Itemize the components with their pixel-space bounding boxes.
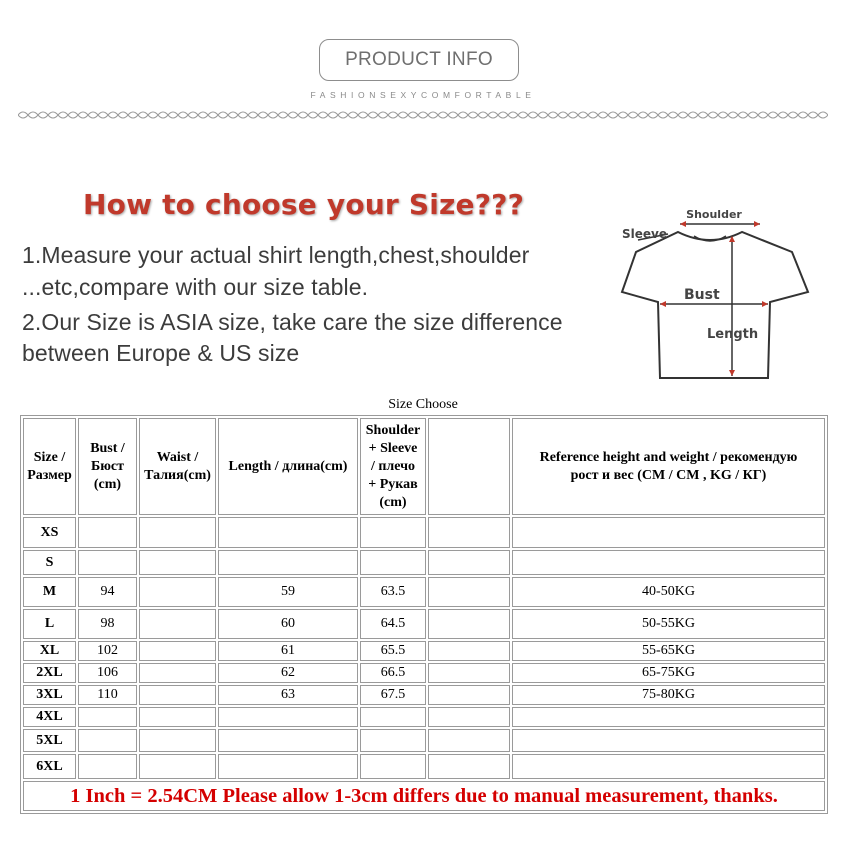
cell-length: 62: [218, 663, 358, 683]
cell-bust: 102: [78, 641, 137, 661]
table-row: [23, 609, 825, 639]
cell-length: [218, 517, 358, 548]
tagline: FASHIONSEXYCOMFORTABLE: [310, 90, 536, 100]
sleeve-label: Sleeve: [622, 227, 667, 241]
cell-ref: 50-55KG: [512, 609, 825, 639]
cell-length: 63: [218, 685, 358, 705]
cell-blank: [428, 609, 510, 639]
instruction-line-4: between Europe & US size: [22, 340, 300, 366]
cell-length: 59: [218, 577, 358, 607]
cell-shoulder: 66.5: [360, 663, 426, 683]
cell-size: 3XL: [23, 685, 76, 705]
table-row: [23, 663, 825, 683]
cell-ref: 65-75KG: [512, 663, 825, 683]
cell-waist: [139, 550, 216, 575]
cell-blank: [428, 577, 510, 607]
table-row: [23, 685, 825, 705]
cell-bust: [78, 729, 137, 752]
cell-size: 6XL: [23, 754, 76, 779]
cell-size: 2XL: [23, 663, 76, 683]
product-info-label: PRODUCT INFO: [345, 49, 493, 70]
table-row: [23, 729, 825, 752]
cell-ref: [512, 729, 825, 752]
size-rows: [23, 517, 825, 779]
cell-length: [218, 550, 358, 575]
cell-length: 61: [218, 641, 358, 661]
cell-ref: [512, 550, 825, 575]
cell-waist: [139, 685, 216, 705]
cell-waist: [139, 707, 216, 727]
length-label: Length: [707, 327, 759, 342]
cell-shoulder: [360, 754, 426, 779]
note-row: [23, 781, 825, 811]
cell-bust: [78, 517, 137, 548]
cell-waist: [139, 729, 216, 752]
cell-size: L: [23, 609, 76, 639]
cell-size: S: [23, 550, 76, 575]
cell-shoulder: [360, 729, 426, 752]
cell-length: [218, 707, 358, 727]
table-row: [23, 641, 825, 661]
instruction-line-1: 1.Measure your actual shirt length,chest,shoulder: [22, 242, 530, 268]
table-caption: Size Choose: [388, 397, 458, 412]
cell-length: [218, 729, 358, 752]
cell-ref: 55-65KG: [512, 641, 825, 661]
cell-size: M: [23, 577, 76, 607]
cell-blank: [428, 729, 510, 752]
cell-blank: [428, 754, 510, 779]
cell-size: 4XL: [23, 707, 76, 727]
cell-shoulder: 67.5: [360, 685, 426, 705]
cell-shoulder: [360, 550, 426, 575]
cell-bust: 94: [78, 577, 137, 607]
cell-blank: [428, 707, 510, 727]
instruction-line-3: 2.Our Size is ASIA size, take care the size difference: [22, 309, 563, 335]
tshirt-measurement-diagram: [610, 200, 820, 385]
cell-waist: [139, 641, 216, 661]
table-row: [23, 577, 825, 607]
cell-size: XL: [23, 641, 76, 661]
shoulder-label: Shoulder: [686, 208, 742, 221]
cell-ref: [512, 754, 825, 779]
cell-ref: 75-80KG: [512, 685, 825, 705]
cell-ref: 40-50KG: [512, 577, 825, 607]
cell-blank: [428, 517, 510, 548]
table-row: [23, 517, 825, 548]
cell-shoulder: 63.5: [360, 577, 426, 607]
header-bust: Bust / Бюст (cm): [78, 418, 137, 515]
cell-waist: [139, 663, 216, 683]
cell-ref: [512, 707, 825, 727]
cell-shoulder: [360, 517, 426, 548]
cell-shoulder: [360, 707, 426, 727]
cell-waist: [139, 577, 216, 607]
cell-size: 5XL: [23, 729, 76, 752]
cell-waist: [139, 517, 216, 548]
table-row: [23, 550, 825, 575]
cell-blank: [428, 663, 510, 683]
cell-shoulder: 65.5: [360, 641, 426, 661]
cell-waist: [139, 609, 216, 639]
product-info-pill: [319, 39, 519, 81]
cell-blank: [428, 550, 510, 575]
header-length: Length / длина(cm): [218, 418, 358, 515]
cell-blank: [428, 641, 510, 661]
table-row: [23, 754, 825, 779]
wave-divider: [18, 108, 828, 122]
cell-bust: [78, 550, 137, 575]
header-blank: [428, 418, 510, 515]
cell-length: [218, 754, 358, 779]
cell-shoulder: 64.5: [360, 609, 426, 639]
cell-bust: 98: [78, 609, 137, 639]
header-size: Size / Размер: [23, 418, 76, 515]
header-shoulder-sleeve: Shoulder + Sleeve / плечо + Рукав (cm): [360, 418, 426, 515]
cell-blank: [428, 685, 510, 705]
bust-label: Bust: [684, 287, 720, 303]
table-row: [23, 707, 825, 727]
size-table: [20, 415, 828, 814]
header-reference: Reference height and weight / рекомендую рост и вес (CM / CM , KG / КГ): [512, 418, 825, 515]
cell-bust: [78, 707, 137, 727]
table-header-row: [23, 418, 825, 515]
cell-bust: 106: [78, 663, 137, 683]
cell-waist: [139, 754, 216, 779]
cell-bust: [78, 754, 137, 779]
instruction-line-2: ...etc,compare with our size table.: [22, 274, 369, 300]
header-waist: Waist / Талия(cm): [139, 418, 216, 515]
measurement-note: 1 Inch = 2.54CM Please allow 1-3cm differs due to manual measurement, thanks.: [23, 781, 825, 811]
tshirt-outline: [622, 232, 808, 378]
cell-size: XS: [23, 517, 76, 548]
size-guide-heading: How to choose your Size???: [83, 188, 525, 221]
cell-bust: 110: [78, 685, 137, 705]
cell-length: 60: [218, 609, 358, 639]
cell-ref: [512, 517, 825, 548]
